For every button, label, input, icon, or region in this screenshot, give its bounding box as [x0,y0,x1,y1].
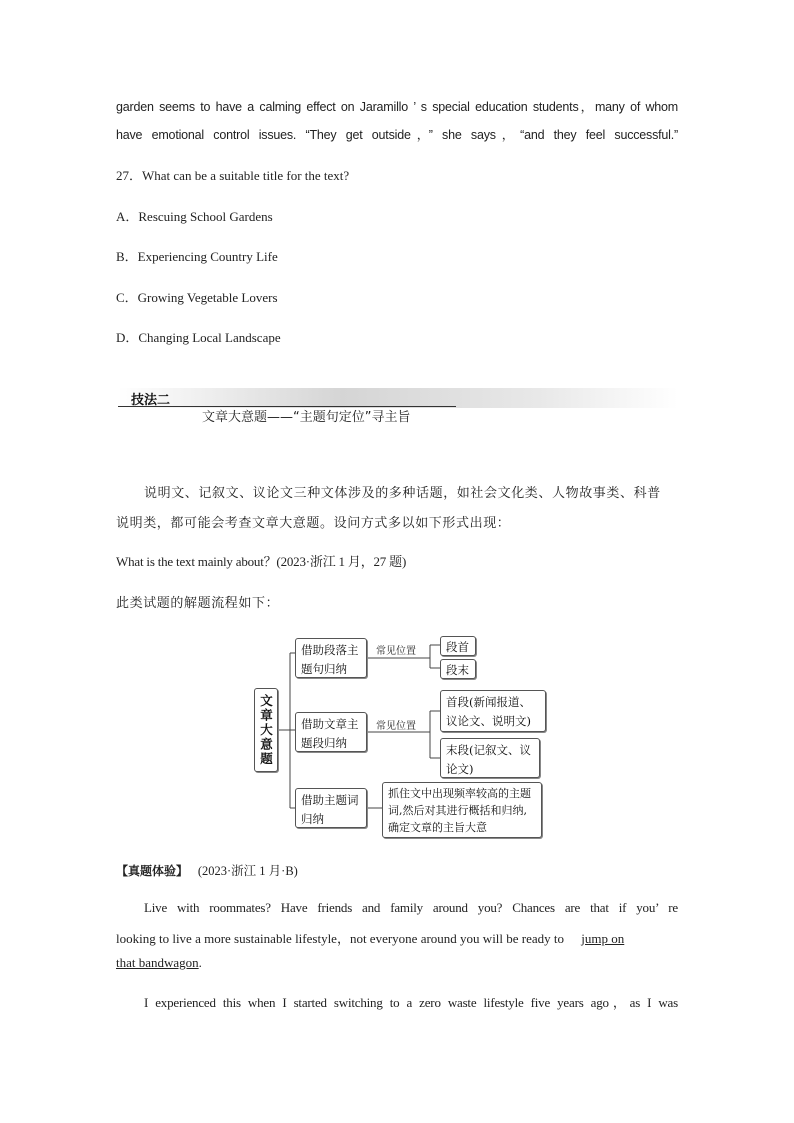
practice-p1-line-3-end: . [198,955,202,970]
intro-line-1: 说明文、记叙文、议论文三种文体涉及的多种话题，如社会文化类、人物故事类、科普 [144,486,661,501]
practice-tag: 【真题体验】 [116,864,189,878]
practice-p1-line-3 [116,955,202,971]
option-b: B．Experiencing Country Life [116,249,278,264]
branch-3-leaf-1: 抓住文中出现频率较高的主题词,然后对其进行概括和归纳,确定文章的主旨大意 [382,782,542,838]
branch-2-leaf-2: 末段(记叙文、议论文) [440,738,540,778]
practice-source: (2023·浙江 1 月·B) [197,864,298,878]
option-c: C．Growing Vegetable Lovers [116,290,278,305]
underlined-phrase-2: that bandwagon [116,955,199,970]
branch-1-connector-label: 常见位置 [376,646,416,657]
option-a: A．Rescuing School Gardens [116,209,273,224]
branch-1-leaf-2: 段末 [440,659,476,679]
practice-p1-line-1: Live with roommates? Have friends and family around you? Chances are that if you’ re [144,900,678,915]
intro-line-2: 说明类，都可能会考查文章大意题。设问方式多以如下形式出现： [116,516,511,531]
branch-2-connector-label: 常见位置 [376,721,416,732]
option-d: D．Changing Local Landscape [116,330,281,345]
section-label: 技法二 [131,393,171,408]
practice-p1-line-2-text: looking to live a more sustainable lifestyle，not everyone around you will be ready to [116,931,565,946]
section-header-bar [118,388,678,408]
passage-line-1: garden seems to have a calming effect on Jaramillo ’ s special education students，many of whom [116,100,678,114]
underlined-phrase-1: jump on [581,931,625,946]
branch-2-leaf-1: 首段(新闻报道、议论文、说明文) [440,690,546,732]
branch-1-leaf-1: 段首 [440,636,476,656]
practice-header [116,861,298,879]
root-node: 文章大意题 [254,688,278,772]
branch-3-node: 借助主题词归纳 [295,788,367,828]
question-stem: 27．What can be a suitable title for the text? [116,168,350,183]
intro-example: What is the text mainly about？(2023·浙江 1 月，27 题) [116,554,407,569]
branch-1-node: 借助段落主题句归纳 [295,638,367,678]
section-subtitle: 文章大意题——“主题句定位”寻主旨 [202,410,411,425]
solution-flow-diagram [250,632,550,842]
flow-intro: 此类试题的解题流程如下： [116,596,280,611]
passage-line-2: have emotional control issues. “They get outside，” she says，“and they feel successful.” [116,128,678,142]
practice-p1-line-2 [116,928,678,947]
practice-p2-line-1: I experienced this when I started switching to a zero waste lifestyle five years ago，as I was [144,995,678,1010]
branch-2-node: 借助文章主题段归纳 [295,712,367,752]
